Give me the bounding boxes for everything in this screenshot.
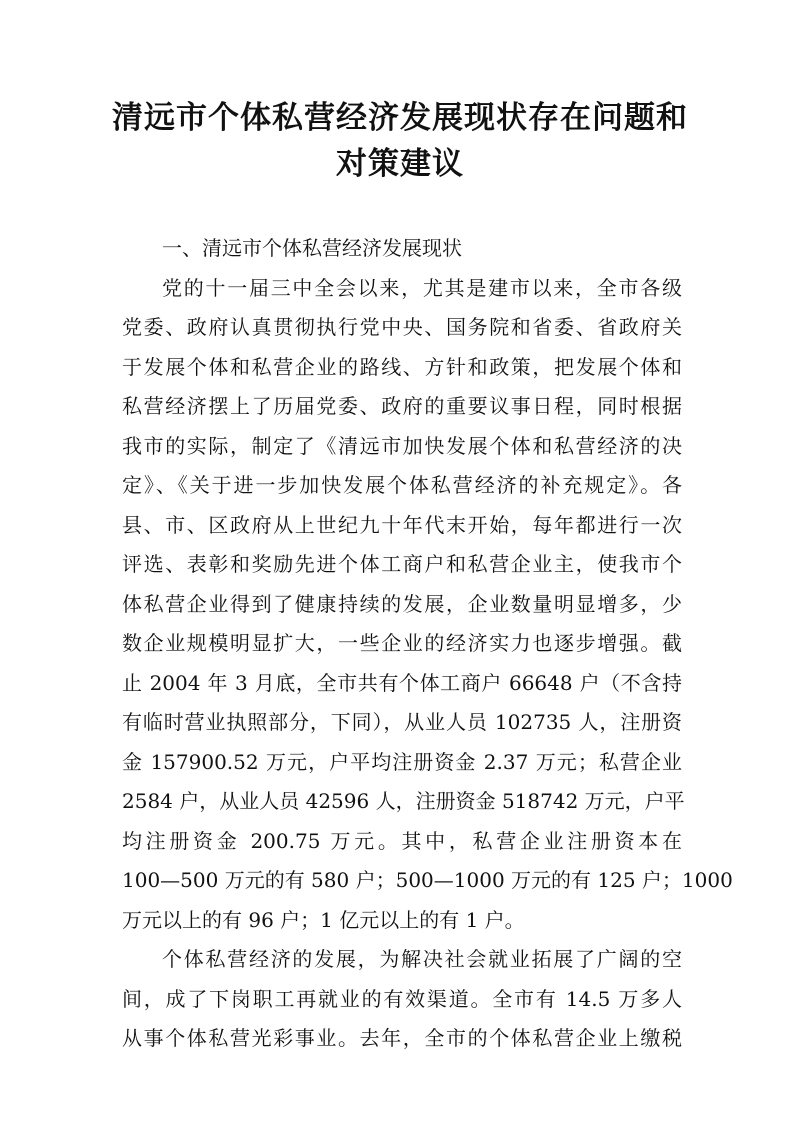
paragraph-1-line-2: 党委、政府认真贯彻执行党中央、国务院和省委、省政府关 [122,315,682,339]
title-line-2: 对策建议 [336,146,464,182]
paragraph-1-line-12: 有临时营业执照部分，下同），从业人员 102735 人，注册资 [122,710,682,734]
paragraph-1-line-8: 评选、表彰和奖励先进个体工商户和私营企业主，使我市个 [122,552,682,576]
paragraph-1-line-15: 均注册资金 200.75 万元。其中，私营企业注册资本在 [122,828,682,853]
paragraph-1-line-14: 2584 户，从业人员 42596 人，注册资金 518742 万元，户平 [122,789,685,813]
paragraph-1-line-9: 体私营企业得到了健康持续的发展，企业数量明显增多，少 [122,591,682,616]
paragraph-1-line-4: 私营经济摆上了历届党委、政府的重要议事日程，同时根据 [122,394,682,418]
paragraph-2-line-2: 间，成了下岗职工再就业的有效渠道。全市有 14.5 万多人 [122,986,682,1011]
paragraph-1-line-10: 数企业规模明显扩大，一些企业的经济实力也逐步增强。截 [122,631,682,655]
paragraph-1-line-13: 金 157900.52 万元，户平均注册资金 2.37 万元；私营企业 [122,749,682,774]
document-body [122,229,733,1059]
paragraph-1-line-6: 定》、《关于进一步加快发展个体私营经济的补充规定》。各 [122,473,682,497]
paragraph-1-line-16: 100—500 万元的有 580 户；500—1000 万元的有 125 户；1000 [122,868,733,892]
paragraph-1-line-3: 于发展个体和私营企业的路线、方针和政策，把发展个体和 [122,354,682,379]
document-title [100,95,700,187]
paragraph-1-line-11: 止 2004 年 3 月底，全市共有个体工商户 66648 户（不含持 [122,670,682,695]
paragraph-1-line-17: 万元以上的有 96 户；1 亿元以上的有 1 户。 [122,907,525,932]
paragraph-1-line-5: 我市的实际，制定了《清远市加快发展个体和私营经济的决 [122,433,682,458]
paragraph-1-line-7: 县、市、区政府从上世纪九十年代末开始，每年都进行一次 [122,512,682,537]
title-line-1: 清远市个体私营经济发展现状存在问题和 [112,100,688,136]
paragraph-1-line-1: 党的十一届三中全会以来，尤其是建市以来，全市各级 [162,275,682,300]
paragraph-2-line-1: 个体私营经济的发展，为解决社会就业拓展了广阔的空 [162,947,682,971]
paragraph-2-line-3: 从事个体私营光彩事业。去年，全市的个体私营企业上缴税 [122,1026,682,1050]
section-heading: 一、清远市个体私营经济发展现状 [162,236,462,260]
